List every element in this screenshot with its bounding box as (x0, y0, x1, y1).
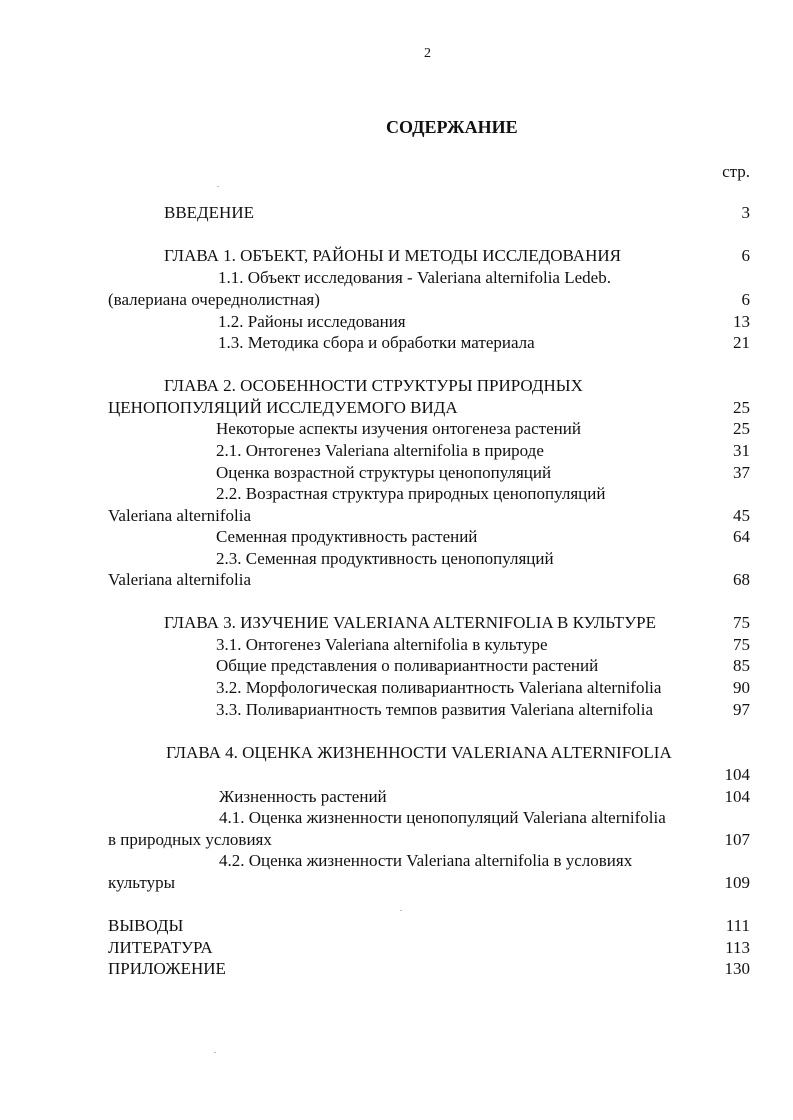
toc-section-1-3: 1.3. Методика сбора и обработки материала (218, 333, 535, 352)
toc-conclusions: ВЫВОДЫ (108, 916, 184, 935)
toc-literature-page: 113 (725, 938, 750, 957)
toc-introduction: ВВЕДЕНИЕ (164, 203, 254, 222)
toc-introduction-page: 3 (741, 203, 750, 222)
toc-section-2-2-page: 45 (733, 506, 750, 525)
scan-speck (214, 1052, 216, 1053)
scan-speck (400, 910, 402, 911)
toc-ch2-age-evaluation: Оценка возрастной структуры ценопопуляций (216, 463, 552, 482)
toc-section-4-1-line1: 4.1. Оценка жизненности ценопопуляций Valeriana alternifolia (219, 808, 666, 827)
toc-chapter-2-title-line2: ЦЕНОПОПУЛЯЦИЙ ИССЛЕДУЕМОГО ВИДА (108, 398, 458, 417)
toc-ch2-age-evaluation-page: 37 (733, 463, 750, 482)
toc-section-3-2-page: 90 (733, 678, 750, 697)
toc-section-1-1-line2: (валериана очереднолистная) (108, 290, 320, 309)
toc-ch2-aspects: Некоторые аспекты изучения онтогенеза растений (216, 419, 581, 438)
toc-section-3-1: 3.1. Онтогенез Valeriana alternifolia в культуре (216, 635, 548, 654)
toc-chapter-2-title-line1: ГЛАВА 2. ОСОБЕННОСТИ СТРУКТУРЫ ПРИРОДНЫХ (164, 376, 583, 395)
toc-section-1-2: 1.2. Районы исследования (218, 312, 406, 331)
toc-appendix: ПРИЛОЖЕНИЕ (108, 959, 226, 978)
toc-section-2-3-line2: Valeriana alternifolia (108, 570, 252, 589)
toc-conclusions-page: 111 (725, 916, 750, 935)
toc-chapter-4-page: 104 (724, 765, 750, 784)
toc-section-3-3-page: 97 (733, 700, 750, 719)
toc-section-4-2-line1: 4.2. Оценка жизненности Valeriana alternifolia в условиях (219, 851, 633, 870)
page-number: 2 (424, 46, 431, 61)
scan-speck (217, 186, 219, 187)
toc-section-2-2-line2: Valeriana alternifolia (108, 506, 252, 525)
page-title: СОДЕРЖАНИЕ (386, 117, 518, 137)
toc-section-2-1-page: 31 (733, 441, 750, 460)
toc-section-2-2-line1: 2.2. Возрастная структура природных ценопопуляций (216, 484, 606, 503)
toc-section-4-2-page: 109 (724, 873, 750, 892)
toc-section-2-1: 2.1. Онтогенез Valeriana alternifolia в природе (216, 441, 544, 460)
toc-ch4-vitality: Жизненность растений (219, 787, 387, 806)
page-column-header: стр. (722, 162, 750, 181)
toc-appendix-page: 130 (724, 959, 750, 978)
toc-chapter-2-page: 25 (733, 398, 750, 417)
toc-section-3-3: 3.3. Поливариантность темпов развития Valeriana alternifolia (216, 700, 653, 719)
toc-section-4-2-line2: культуры (108, 873, 175, 892)
toc-chapter-4-title: ГЛАВА 4. ОЦЕНКА ЖИЗНЕННОСТИ VALERIANA ALTERNIFOLIA (166, 743, 672, 762)
toc-section-4-1-line2: в природных условиях (108, 830, 272, 849)
toc-ch2-aspects-page: 25 (733, 419, 750, 438)
toc-section-1-1-page: 6 (741, 290, 750, 309)
toc-ch2-seed-productivity: Семенная продуктивность растений (216, 527, 478, 546)
toc-section-1-1-line1: 1.1. Объект исследования - Valeriana alternifolia Ledeb. (218, 268, 611, 287)
toc-ch3-general-polyvariance: Общие представления о поливариантности растений (216, 656, 599, 675)
toc-chapter-3-title: ГЛАВА 3. ИЗУЧЕНИЕ VALERIANA ALTERNIFOLIA В КУЛЬТУРЕ (164, 613, 657, 632)
toc-section-1-2-page: 13 (733, 312, 750, 331)
toc-section-3-1-page: 75 (733, 635, 750, 654)
toc-ch4-vitality-page: 104 (724, 787, 750, 806)
toc-chapter-1-title: ГЛАВА 1. ОБЪЕКТ, РАЙОНЫ И МЕТОДЫ ИССЛЕДОВАНИЯ (164, 246, 621, 265)
toc-literature: ЛИТЕРАТУРА (108, 938, 213, 957)
toc-chapter-3-page: 75 (733, 613, 750, 632)
toc-section-3-2: 3.2. Морфологическая поливариантность Valeriana alternifolia (216, 678, 662, 697)
toc-section-4-1-page: 107 (724, 830, 750, 849)
toc-chapter-1-page: 6 (741, 246, 750, 265)
toc-section-1-3-page: 21 (733, 333, 750, 352)
toc-section-2-3-line1: 2.3. Семенная продуктивность ценопопуляций (216, 549, 554, 568)
toc-ch2-seed-productivity-page: 64 (733, 527, 750, 546)
toc-ch3-general-polyvariance-page: 85 (733, 656, 750, 675)
toc-section-2-3-page: 68 (733, 570, 750, 589)
